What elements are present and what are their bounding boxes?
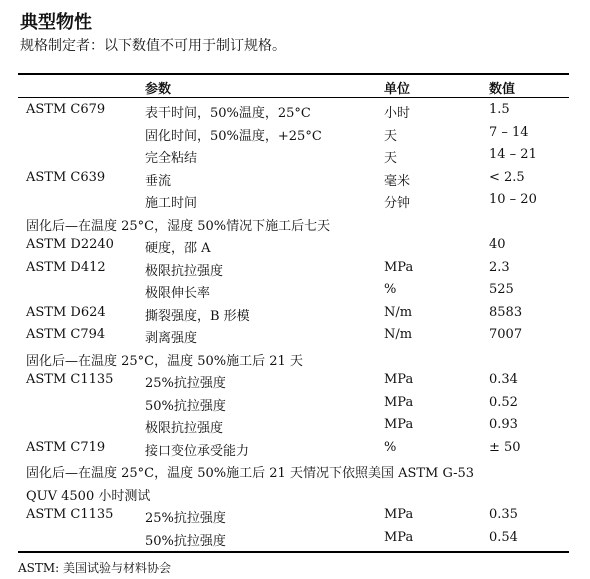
value-cell: 7007 [489, 327, 523, 342]
value-cell: 0.54 [489, 529, 518, 545]
standard-cell: ASTM C1135 [26, 372, 114, 387]
value-cell: 0.93 [489, 417, 518, 432]
section-heading-row [18, 212, 569, 234]
table-row [18, 189, 569, 211]
parameter-cell: 硬度，邵 A [145, 241, 211, 256]
table-row [18, 527, 569, 549]
table-row [18, 279, 569, 301]
value-cell: 1.5 [489, 102, 510, 117]
unit-cell: 天 [384, 151, 398, 166]
section-heading-row [18, 482, 569, 504]
parameter-cell: 施工时间 [145, 196, 198, 211]
unit-cell: N/m [384, 327, 413, 342]
unit-cell: MPa [384, 417, 414, 432]
standard-cell: ASTM C1135 [26, 507, 114, 522]
unit-cell: % [384, 439, 397, 455]
section-heading: 固化后—在温度 25°C，温度 50%施工后 21 天情况下依照美国 ASTM G-53 [26, 466, 475, 481]
unit-cell: % [384, 282, 397, 297]
value-cell: 10 – 20 [489, 192, 537, 207]
standard-cell: ASTM D412 [26, 259, 106, 275]
parameter-cell: 垂流 [145, 173, 172, 189]
value-cell: 2.3 [489, 259, 510, 275]
section-heading-row [18, 347, 569, 369]
parameter-cell: 接口变位承受能力 [145, 443, 250, 459]
value-cell: ± 50 [489, 439, 521, 455]
table-row [18, 437, 569, 459]
table-row [18, 234, 569, 256]
unit-cell: 小时 [384, 106, 411, 121]
header-unit: 单位 [384, 82, 411, 97]
table-row [18, 369, 569, 391]
table-row [18, 122, 569, 144]
value-cell: 0.35 [489, 507, 518, 522]
table-row [18, 167, 569, 189]
parameter-cell: 固化时间，50%温度，+25°C [145, 128, 322, 144]
table-row [18, 504, 569, 526]
parameter-cell: 剥离强度 [145, 331, 198, 346]
standard-cell: ASTM C794 [26, 327, 106, 342]
parameter-cell: 25%抗拉强度 [145, 511, 226, 526]
table-row [18, 414, 569, 436]
parameter-cell: 极限抗拉强度 [145, 263, 224, 279]
parameter-cell: 完全粘结 [145, 151, 198, 166]
section-heading: QUV 4500 小时测试 [26, 488, 151, 504]
value-cell: 7 – 14 [489, 124, 529, 140]
table-header [18, 75, 569, 97]
value-cell: 40 [489, 237, 506, 252]
standard-cell: ASTM D624 [26, 304, 106, 320]
parameter-cell: 表干时间，50%温度，25°C [145, 106, 311, 121]
header-param: 参数 [145, 82, 172, 97]
parameter-cell: 50%抗拉强度 [145, 533, 226, 549]
unit-cell: N/m [384, 304, 413, 320]
parameter-cell: 极限伸长率 [145, 286, 211, 301]
unit-cell: 毫米 [384, 173, 411, 189]
section-heading-row [18, 459, 569, 481]
standard-cell: ASTM D2240 [26, 237, 114, 252]
value-cell: 525 [489, 282, 514, 297]
value-cell: < 2.5 [489, 169, 525, 185]
value-cell: 0.34 [489, 372, 518, 387]
table-row [18, 392, 569, 414]
standard-cell: ASTM C639 [26, 169, 106, 185]
unit-cell: MPa [384, 372, 414, 387]
value-cell: 0.52 [489, 394, 518, 410]
table-row [18, 99, 569, 121]
standard-cell: ASTM C679 [26, 102, 106, 117]
header-value: 数值 [489, 82, 516, 97]
section-heading: 固化后—在温度 25°C，湿度 50%情况下施工后七天 [26, 218, 331, 234]
table-row [18, 324, 569, 346]
unit-cell: MPa [384, 507, 414, 522]
unit-cell: MPa [384, 394, 414, 410]
unit-cell: MPa [384, 529, 414, 545]
parameter-cell: 25%抗拉强度 [145, 376, 226, 391]
standard-cell: ASTM C719 [26, 439, 106, 455]
parameter-cell: 50%抗拉强度 [145, 398, 226, 414]
table-row [18, 144, 569, 166]
page-title: 典型物性 [20, 12, 92, 33]
unit-cell: MPa [384, 259, 414, 275]
footnote: ASTM: 美国试验与材料协会 [18, 561, 172, 575]
parameter-cell: 极限抗拉强度 [145, 421, 224, 436]
page-subtitle: 规格制定者：以下数值不可用于制订规格。 [20, 38, 286, 54]
parameter-cell: 撕裂强度，B 形模 [145, 308, 250, 324]
table-row [18, 257, 569, 279]
value-cell: 8583 [489, 304, 523, 320]
header-rule [18, 97, 569, 98]
unit-cell: 天 [384, 128, 398, 144]
unit-cell: 分钟 [384, 196, 411, 211]
value-cell: 14 – 21 [489, 147, 537, 162]
table-row [18, 302, 569, 324]
section-heading: 固化后—在温度 25°C，温度 50%施工后 21 天 [26, 353, 303, 369]
table-bottom-rule [18, 551, 569, 553]
